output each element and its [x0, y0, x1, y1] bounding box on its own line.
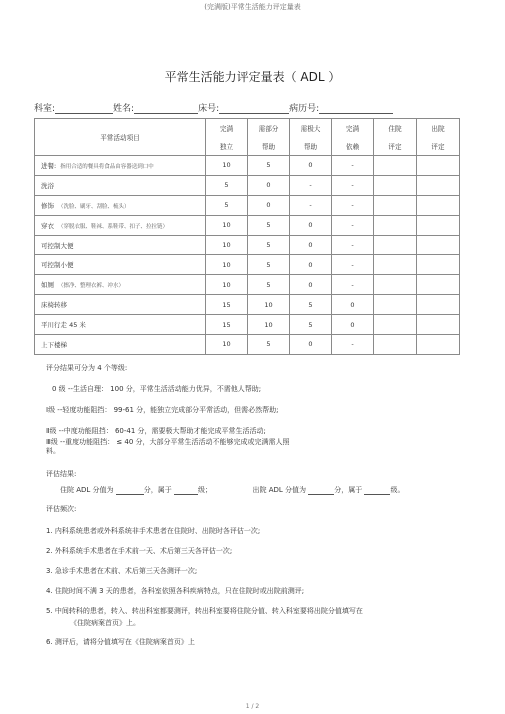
discharge-score-cell[interactable]: [417, 335, 460, 355]
score-cell: 0: [248, 175, 290, 195]
table-row: [35, 215, 460, 235]
admit-score-cell[interactable]: [374, 255, 417, 275]
admit-score-cell[interactable]: [374, 175, 417, 195]
score-cell: 5: [248, 235, 290, 255]
freq-item: 2. 外科系统手术患者在手术前一天、术后第三天各评估一次;: [46, 547, 233, 555]
discharge-score-label: 出院 ADL 分值为: [252, 486, 306, 494]
freq-item: 4. 住院时间不满 3 天的患者，各科室依照各科疾病特点，只在住院时或出院前测评;: [46, 587, 305, 595]
col-header: 评定: [417, 137, 460, 156]
bed-field[interactable]: [219, 104, 289, 114]
score-cell: -: [332, 175, 374, 195]
admit-score-cell[interactable]: [374, 335, 417, 355]
score-cell: -: [290, 175, 332, 195]
score-cell: -: [332, 195, 374, 215]
discharge-score-cell[interactable]: [417, 215, 460, 235]
bed-label: 床号:: [198, 104, 220, 114]
score-cell: 5: [206, 175, 248, 195]
score-unit: 分，属于: [143, 486, 172, 494]
admit-score-cell[interactable]: [374, 295, 417, 315]
level-unit: 级；: [198, 486, 212, 494]
score-cell: -: [332, 156, 374, 176]
table-row: [35, 335, 460, 355]
admit-score-label: 住院 ADL 分值为: [60, 486, 114, 494]
grade-line: Ⅰ级 --轻度功能阻挡： 99-61 分，能独立完成部分平常活动，但需必然帮助;: [46, 406, 279, 414]
item-label: 上下楼梯: [41, 340, 67, 349]
discharge-score-field[interactable]: [308, 486, 334, 495]
score-cell: 0: [332, 295, 374, 315]
freq-item: 1. 内科系统患者或外科系统非手术患者在住院时、出院时各评估一次;: [46, 527, 261, 535]
score-cell: 5: [248, 275, 290, 295]
score-cell: -: [332, 255, 374, 275]
document-header: (完满版)平常生活能力评定量表: [204, 3, 301, 11]
adl-table: [34, 118, 460, 355]
table-row: [35, 175, 460, 195]
discharge-score-cell[interactable]: [417, 235, 460, 255]
score-cell: 10: [248, 315, 290, 335]
freq-item: 5. 中间转科的患者，转入、转出科室都要测评，转出科室要将住院分值、转入科室要将出院分值填写在: [46, 607, 363, 615]
freq-item: 3. 急诊手术患者在术前、术后第三天各测评一次;: [46, 567, 198, 575]
score-cell: -: [332, 235, 374, 255]
table-row: [35, 235, 460, 255]
grade-line: Ⅱ级 --中度功能阻挡： 60-41 分，需要极大帮助才能完成平常生活活动;: [46, 427, 266, 435]
grade-line: 料。: [46, 447, 60, 455]
admit-level-field[interactable]: [174, 486, 198, 495]
score-cell: 0: [290, 255, 332, 275]
score-cell: -: [332, 215, 374, 235]
discharge-score-cell[interactable]: [417, 255, 460, 275]
admit-score-field[interactable]: [116, 486, 144, 495]
item-label: 可控制小便: [41, 261, 74, 270]
page-number: 1 / 2: [245, 703, 260, 710]
table-row: [35, 275, 460, 295]
dept-field[interactable]: [55, 104, 113, 114]
grade-line: 0 级 --生活自理： 100 分，平常生活活动能力优异，不需他人帮助;: [52, 385, 262, 393]
patient-info-row: [34, 101, 459, 114]
score-cell: 0: [248, 195, 290, 215]
item-label: 平川行走 45 米: [41, 321, 86, 330]
col-header: 评定: [374, 137, 417, 156]
name-label: 姓名:: [113, 104, 135, 114]
score-unit: 分，属于: [334, 486, 363, 494]
score-cell: 10: [206, 156, 248, 176]
item-label: 穿衣: [41, 221, 54, 230]
score-cell: 0: [290, 235, 332, 255]
score-cell: -: [332, 275, 374, 295]
score-cell: 0: [290, 156, 332, 176]
score-cell: 0: [290, 275, 332, 295]
score-cell: 5: [290, 315, 332, 335]
table-row: [35, 195, 460, 215]
grading-intro: 评分结果可分为 4 个等级:: [46, 364, 128, 372]
freq-item-continued: 《住院病案首页》上。: [70, 619, 140, 627]
col-header: 需部分: [248, 119, 290, 138]
score-cell: 10: [206, 275, 248, 295]
admit-score-cell[interactable]: [374, 215, 417, 235]
score-cell: 5: [290, 295, 332, 315]
discharge-score-cell[interactable]: [417, 315, 460, 335]
discharge-score-cell[interactable]: [417, 156, 460, 176]
score-cell: 0: [290, 215, 332, 235]
result-heading: 评估结果:: [46, 470, 77, 478]
col-header: 帮助: [248, 137, 290, 156]
item-detail: （擦净、整理衣裤、冲水）: [58, 283, 125, 290]
score-cell: 10: [248, 295, 290, 315]
item-label: 进餐:: [41, 161, 57, 170]
freq-heading: 评估频次:: [46, 505, 77, 513]
discharge-score-cell[interactable]: [417, 175, 460, 195]
score-cell: 5: [248, 255, 290, 275]
level-unit-end: 级。: [390, 486, 405, 494]
score-cell: 5: [206, 195, 248, 215]
item-detail: （洗脸、刷牙、刮脸、梳头）: [58, 203, 130, 210]
name-field[interactable]: [134, 104, 198, 114]
table-row: [35, 315, 460, 335]
discharge-level-field[interactable]: [364, 486, 390, 495]
col-header: 帮助: [290, 137, 332, 156]
admit-score-cell[interactable]: [374, 195, 417, 215]
record-field[interactable]: [319, 104, 393, 114]
score-cell: 15: [206, 315, 248, 335]
item-header: 平常活动项目: [35, 119, 206, 156]
dept-label: 科室:: [34, 104, 56, 114]
score-cell: 5: [248, 335, 290, 355]
table-row: [35, 156, 460, 176]
item-label: 修饰: [41, 201, 54, 210]
admit-score-cell[interactable]: [374, 275, 417, 295]
page-title: 平常生活能力评定量表（ ADL ）: [164, 70, 341, 84]
score-cell: 10: [206, 215, 248, 235]
col-header: 需极大: [290, 119, 332, 138]
item-detail: （穿脱衣服、鞋袜、系鞋带、扣子、拉拉链）: [58, 223, 169, 230]
discharge-score-cell[interactable]: [417, 275, 460, 295]
discharge-score-cell[interactable]: [417, 195, 460, 215]
col-header: 住院: [374, 119, 417, 138]
record-label: 病历号:: [289, 104, 320, 114]
item-label: 可控制大便: [41, 241, 74, 250]
discharge-score-cell[interactable]: [417, 295, 460, 315]
admit-score-cell[interactable]: [374, 315, 417, 335]
item-detail: 指用合适的餐具将食品由容器送到口中: [60, 163, 154, 170]
score-cell: 10: [206, 235, 248, 255]
score-cell: 10: [206, 335, 248, 355]
item-label: 如厕: [41, 281, 54, 290]
col-header: 完满: [332, 119, 374, 138]
freq-item: 6. 测评后，请将分值填写在《住院病案首页》上: [46, 638, 195, 646]
result-line: [60, 485, 404, 495]
score-cell: -: [290, 195, 332, 215]
score-cell: 15: [206, 295, 248, 315]
score-cell: 0: [290, 335, 332, 355]
col-header: 出院: [417, 119, 460, 138]
table-row: [35, 295, 460, 315]
table-row: [35, 255, 460, 275]
col-header: 独立: [206, 137, 248, 156]
admit-score-cell[interactable]: [374, 156, 417, 176]
admit-score-cell[interactable]: [374, 235, 417, 255]
item-label: 床椅转移: [41, 301, 67, 310]
score-cell: 5: [248, 156, 290, 176]
item-label: 洗浴: [41, 181, 54, 190]
score-cell: 5: [248, 215, 290, 235]
score-cell: 10: [206, 255, 248, 275]
col-header: 完满: [206, 119, 248, 138]
grade-line: Ⅲ级 --重度功能阻挡： ≤ 40 分，大部分平常生活活动不能够完成或完满需人照: [46, 438, 290, 446]
score-cell: 0: [332, 315, 374, 335]
score-cell: -: [332, 335, 374, 355]
col-header: 依赖: [332, 137, 374, 156]
